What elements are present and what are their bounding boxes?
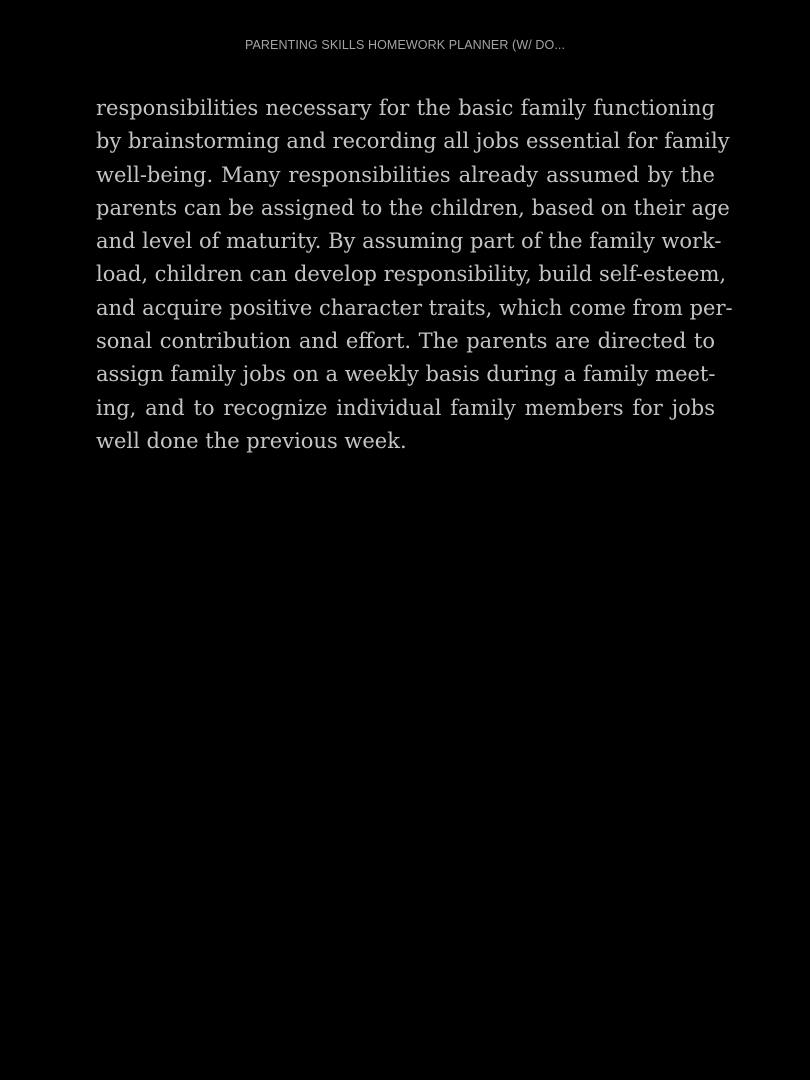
text-line: sonal contribution and effort. The parents are directed to — [96, 329, 715, 354]
text-line: responsibilities necessary for the basic family functioning — [96, 96, 715, 120]
text-line: parents can be assigned to the children, based on their age — [96, 195, 730, 220]
text-line: by brainstorming and recording all jobs essential for family — [96, 129, 730, 154]
page-body-text — [96, 92, 733, 458]
text-line: ing, and to recognize individual family members for jobs — [96, 395, 715, 420]
text-line: load, children can develop responsibility, build self-esteem, — [96, 262, 727, 287]
text-line: and level of maturity. By assuming part of the family work- — [96, 229, 722, 254]
text-line: assign family jobs on a weekly basis during a family meet- — [96, 362, 716, 387]
book-title[interactable]: PARENTING SKILLS HOMEWORK PLANNER (W/ DO... — [244, 38, 566, 52]
text-line: well done the previous week. — [96, 428, 407, 453]
text-line: and acquire positive character traits, which come from per- — [96, 295, 733, 320]
text-line: well-being. Many responsibilities already assumed by the — [96, 162, 715, 187]
